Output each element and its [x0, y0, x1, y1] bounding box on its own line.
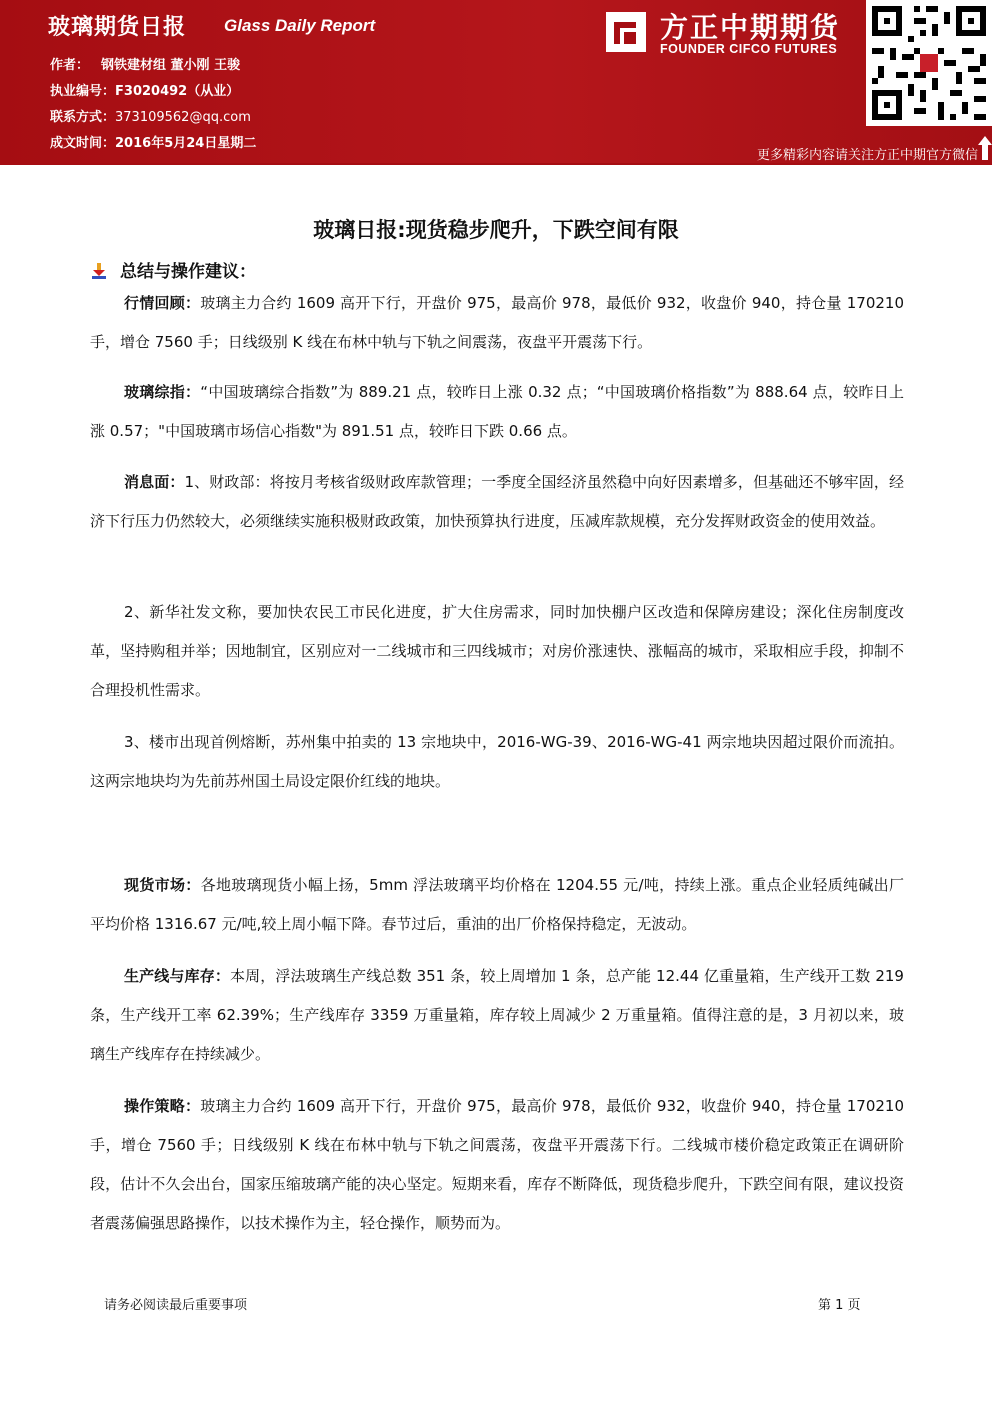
wechat-follow-note: 更多精彩内容请关注方正中期官方微信 — [756, 148, 978, 163]
contact-label: 联系方式： — [50, 110, 116, 125]
report-header — [0, 0, 992, 163]
text-glass-index: “中国玻璃综合指数”为 889.21 点，较昨日上涨 0.32 点；“中国玻璃价格指数”为 888.64 点，较昨日上涨 0.57；"中国玻璃市场信心指数"为 891.51 点，较昨日下跌 0.66 点。 — [90, 383, 904, 440]
date-line — [50, 132, 256, 151]
text-strategy: 玻璃主力合约 1609 高开下行，开盘价 975，最高价 978，最低价 932，收盘价 940，持仓量 170210 手，增仓 7560 手；日线级别 K 线在布林中轨与下轨之间震荡，夜盘平开震荡下行。二线城市楼价稳定政策正在调研阶段，估计不久会出台，国家压缩玻璃产能的决心坚定。短期来看，库存不断降低，现货稳步爬升，下跌空间有限，建议投资者震荡偏强思路操作，以技术操作为主，轻仓操作，顺势而为。 — [90, 1097, 904, 1232]
contact-line — [50, 106, 251, 125]
license-label: 执业编号： — [50, 84, 116, 99]
up-arrow-icon — [978, 136, 992, 160]
report-title-en: Glass Daily Report — [224, 16, 376, 35]
paragraph-market-review — [90, 284, 904, 362]
author-line — [50, 54, 240, 73]
paragraph-news — [90, 463, 904, 541]
contact-value[interactable]: 373109562@qq.com — [115, 110, 251, 125]
author-label: 作者： — [50, 58, 90, 73]
license-line — [50, 80, 239, 99]
document-title: 玻璃日报:现货稳步爬升，下跌空间有限 — [313, 218, 679, 242]
paragraph-spot-market — [90, 866, 904, 944]
footer-notice: 请务必阅读最后重要事项 — [104, 1298, 248, 1313]
paragraph-news-2 — [90, 593, 904, 710]
text-spot-market: 各地玻璃现货小幅上扬，5mm 浮法玻璃平均价格在 1204.55 元/吨，持续上涨。重点企业轻质纯碱出厂平均价格 1316.67 元/吨,较上周小幅下降。春节过后，重油的出厂价格保持稳定，无波动。 — [90, 876, 904, 933]
report-title-cn: 玻璃期货日报 — [48, 15, 187, 40]
wechat-qr-code — [866, 0, 992, 126]
text-production-inventory: 本周，浮法玻璃生产线总数 351 条，较上周增加 1 条，总产能 12.44 亿重量箱，生产线开工数 219 条，生产线开工率 62.39%；生产线库存 3359 万重量箱，库存较上周减少 2 万重量箱。值得注意的是，3 月初以来，玻璃生产线库存在持续减少。 — [90, 967, 904, 1063]
page-number: 第 1 页 — [818, 1298, 861, 1313]
section-heading — [90, 257, 256, 282]
text-news-3: 3、楼市出现首例熔断，苏州集中拍卖的 13 宗地块中，2016-WG-39、2016-WG-41 两宗地块因超过限价而流拍。这两宗地块均为先前苏州国土局设定限价红线的地块。 — [90, 733, 904, 790]
text-market-review: 玻璃主力合约 1609 高开下行，开盘价 975，最高价 978，最低价 932，收盘价 940，持仓量 170210 手，增仓 7560 手；日线级别 K 线在布林中轨与下轨之间震荡，夜盘平开震荡下行。 — [90, 294, 904, 351]
paragraph-production-inventory — [90, 957, 904, 1074]
paragraph-glass-index — [90, 373, 904, 451]
section-title: 总结与操作建议： — [120, 262, 256, 282]
header-divider — [0, 163, 992, 165]
bullet-arrow-icon — [90, 262, 108, 280]
date-value: 2016年5月24日星期二 — [115, 136, 257, 151]
label-strategy: 操作策略： — [124, 1097, 201, 1115]
label-market-review: 行情回顾： — [124, 294, 201, 312]
license-value: F3020492（从业） — [115, 84, 240, 99]
label-production-inventory: 生产线与库存： — [124, 967, 230, 985]
text-news-2: 2、新华社发文称，要加快农民工市民化进度，扩大住房需求，同时加快棚户区改造和保障房建设；深化住房制度改革，坚持购租并举；因地制宜，区别应对一二线城市和三四线城市；对房价涨速快、涨幅高的城市，采取相应手段，抑制不合理投机性需求。 — [90, 603, 904, 699]
author-value: 钢铁建材组 董小刚 王骏 — [101, 58, 241, 73]
company-logo-icon — [604, 10, 648, 54]
company-name-en: FOUNDER CIFCO FUTURES — [660, 42, 838, 56]
label-glass-index: 玻璃综指： — [124, 383, 201, 401]
paragraph-strategy — [90, 1087, 904, 1243]
label-spot-market: 现货市场： — [124, 876, 201, 894]
date-label: 成文时间： — [50, 136, 116, 151]
company-name-cn: 方正中期期货 — [660, 11, 841, 44]
label-news: 消息面： — [124, 473, 185, 491]
text-news-1: 1、财政部：将按月考核省级财政库款管理；一季度全国经济虽然稳中向好因素增多，但基础还不够牢固，经济下行压力仍然较大，必须继续实施积极财政政策，加快预算执行进度，压减库款规模，充分发挥财政资金的使用效益。 — [90, 473, 904, 530]
paragraph-news-3 — [90, 723, 904, 801]
